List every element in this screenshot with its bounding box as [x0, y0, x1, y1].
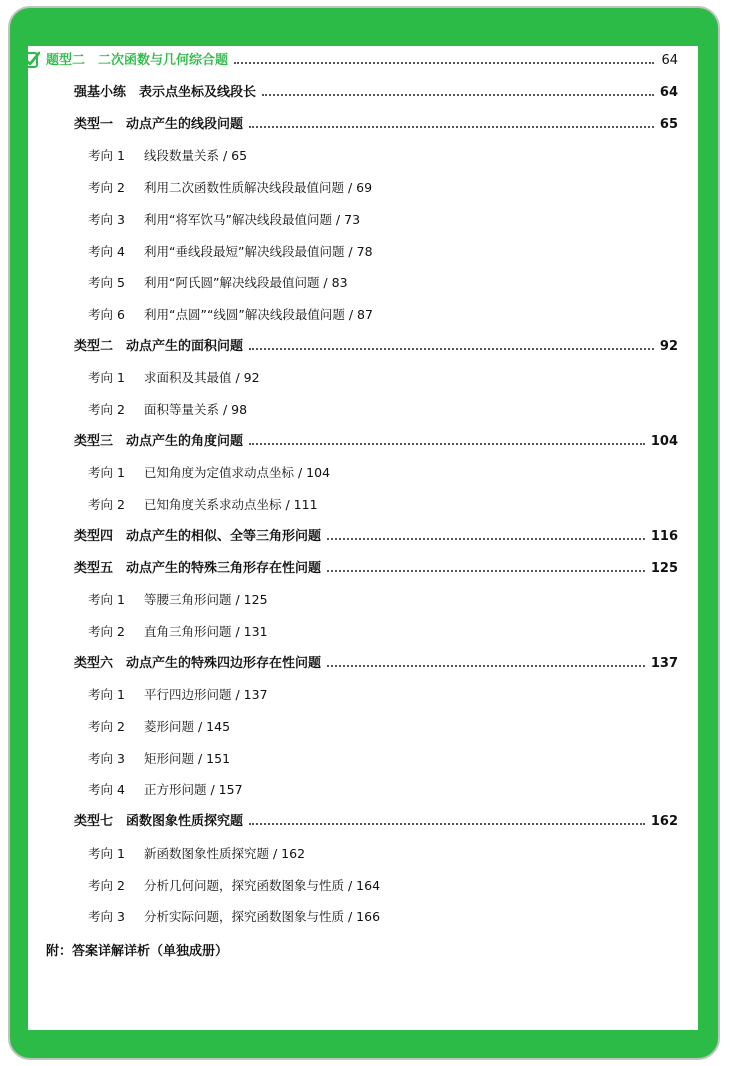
toc-type-entry[interactable] — [74, 430, 678, 454]
subtopic-text: 平行四边形问题 / 137 — [144, 687, 268, 702]
toc-subtopic-entry[interactable] — [88, 778, 678, 802]
subtopic-text: 线段数量关系 / 65 — [144, 148, 248, 163]
subtopic-text: 等腰三角形问题 / 125 — [144, 592, 268, 607]
check-icon — [22, 51, 40, 69]
page-number: 65 — [659, 117, 678, 132]
dot-leader — [327, 665, 645, 667]
toc-type-entry[interactable] — [74, 113, 678, 137]
page-number: 116 — [650, 529, 678, 544]
toc-subtopic-entry[interactable] — [88, 240, 678, 264]
toc-subtopic-entry[interactable] — [88, 905, 678, 929]
subtopic-text: 直角三角形问题 / 131 — [144, 624, 268, 639]
subtopic-number: 考向 1 — [88, 592, 125, 607]
dot-leader — [249, 823, 645, 825]
toc-subtopic-entry[interactable] — [88, 303, 678, 327]
subtopic-text: 正方形问题 / 157 — [144, 782, 243, 797]
toc-subtopic-entry[interactable] — [88, 398, 678, 422]
appendix-note: 附：答案详解详析（单独成册） — [46, 944, 229, 959]
page-number: 64 — [661, 53, 678, 68]
toc-type-entry[interactable] — [74, 810, 678, 834]
subtopic-number: 考向 1 — [88, 370, 125, 385]
subtopic-text: 利用“点圆”“线圆”解决线段最值问题 / 87 — [144, 307, 373, 322]
subtopic-text: 已知角度关系求动点坐标 / 111 — [144, 497, 318, 512]
subtopic-number: 考向 2 — [88, 624, 125, 639]
toc-subtopic-entry[interactable] — [88, 493, 678, 517]
subtopic-number: 考向 4 — [88, 782, 125, 797]
toc-subtopic-entry[interactable] — [88, 208, 678, 232]
subtopic-number: 考向 3 — [88, 751, 125, 766]
toc-type-entry[interactable] — [74, 652, 678, 676]
toc-subtopic-entry[interactable] — [88, 271, 678, 295]
section-title: 题型二 二次函数与几何综合题 — [46, 53, 229, 68]
subtopic-text: 利用二次函数性质解决线段最值问题 / 69 — [144, 180, 373, 195]
dot-leader — [262, 94, 654, 96]
dot-leader — [327, 538, 645, 540]
entry-title: 类型五 动点产生的特殊三角形存在性问题 — [74, 561, 322, 576]
dot-leader — [234, 62, 654, 64]
subtopic-number: 考向 1 — [88, 846, 125, 861]
toc-subtopic-entry[interactable] — [88, 176, 678, 200]
toc-section-heading[interactable] — [46, 49, 678, 73]
entry-title: 类型七 函数图象性质探究题 — [74, 814, 244, 829]
toc-subtopic-entry[interactable] — [88, 588, 678, 612]
toc-type-entry[interactable] — [74, 335, 678, 359]
subtopic-number: 考向 1 — [88, 148, 125, 163]
page-number: 137 — [650, 656, 678, 671]
entry-title: 类型二 动点产生的面积问题 — [74, 339, 244, 354]
entry-title: 强基小练 表示点坐标及线段长 — [74, 85, 257, 100]
entry-title: 类型六 动点产生的特殊四边形存在性问题 — [74, 656, 322, 671]
toc-subtopic-entry[interactable] — [88, 842, 678, 866]
toc-subtopic-entry[interactable] — [88, 874, 678, 898]
subtopic-text: 分析实际问题，探究函数图象与性质 / 166 — [144, 909, 381, 924]
page-number: 104 — [650, 434, 678, 449]
toc-subtopic-entry[interactable] — [88, 715, 678, 739]
subtopic-text: 面积等量关系 / 98 — [144, 402, 248, 417]
toc-subtopic-entry[interactable] — [88, 747, 678, 771]
entry-title: 类型四 动点产生的相似、全等三角形问题 — [74, 529, 322, 544]
subtopic-text: 分析几何问题，探究函数图象与性质 / 164 — [144, 878, 381, 893]
dot-leader — [249, 126, 654, 128]
page-number: 162 — [650, 814, 678, 829]
subtopic-text: 新函数图象性质探究题 / 162 — [144, 846, 306, 861]
subtopic-text: 菱形问题 / 145 — [144, 719, 231, 734]
subtopic-text: 已知角度为定值求动点坐标 / 104 — [144, 465, 331, 480]
toc-subtopic-entry[interactable] — [88, 683, 678, 707]
toc-type-entry[interactable] — [74, 557, 678, 581]
entry-title: 类型一 动点产生的线段问题 — [74, 117, 244, 132]
toc-subtopic-entry[interactable] — [88, 144, 678, 168]
toc-subtopic-entry[interactable] — [88, 366, 678, 390]
subtopic-text: 矩形问题 / 151 — [144, 751, 231, 766]
entry-title: 类型三 动点产生的角度问题 — [74, 434, 244, 449]
subtopic-number: 考向 4 — [88, 244, 125, 259]
subtopic-number: 考向 2 — [88, 878, 125, 893]
toc-subtopic-entry[interactable] — [88, 461, 678, 485]
dot-leader — [327, 570, 645, 572]
toc-type-entry[interactable] — [74, 81, 678, 105]
subtopic-number: 考向 2 — [88, 719, 125, 734]
toc-type-entry[interactable] — [74, 525, 678, 549]
subtopic-text: 利用“阿氏圆”解决线段最值问题 / 83 — [144, 275, 348, 290]
subtopic-number: 考向 2 — [88, 497, 125, 512]
subtopic-text: 利用“垂线段最短”解决线段最值问题 / 78 — [144, 244, 373, 259]
subtopic-number: 考向 2 — [88, 180, 125, 195]
subtopic-number: 考向 3 — [88, 909, 125, 924]
subtopic-text: 求面积及其最值 / 92 — [144, 370, 260, 385]
subtopic-number: 考向 5 — [88, 275, 125, 290]
page-number: 92 — [659, 339, 678, 354]
page-number: 64 — [659, 85, 678, 100]
dot-leader — [249, 443, 645, 445]
subtopic-number: 考向 1 — [88, 687, 125, 702]
dot-leader — [249, 348, 654, 350]
toc-subtopic-entry[interactable] — [88, 620, 678, 644]
page-number: 125 — [650, 561, 678, 576]
subtopic-number: 考向 1 — [88, 465, 125, 480]
subtopic-number: 考向 2 — [88, 402, 125, 417]
subtopic-number: 考向 3 — [88, 212, 125, 227]
subtopic-text: 利用“将军饮马”解决线段最值问题 / 73 — [144, 212, 361, 227]
subtopic-number: 考向 6 — [88, 307, 125, 322]
